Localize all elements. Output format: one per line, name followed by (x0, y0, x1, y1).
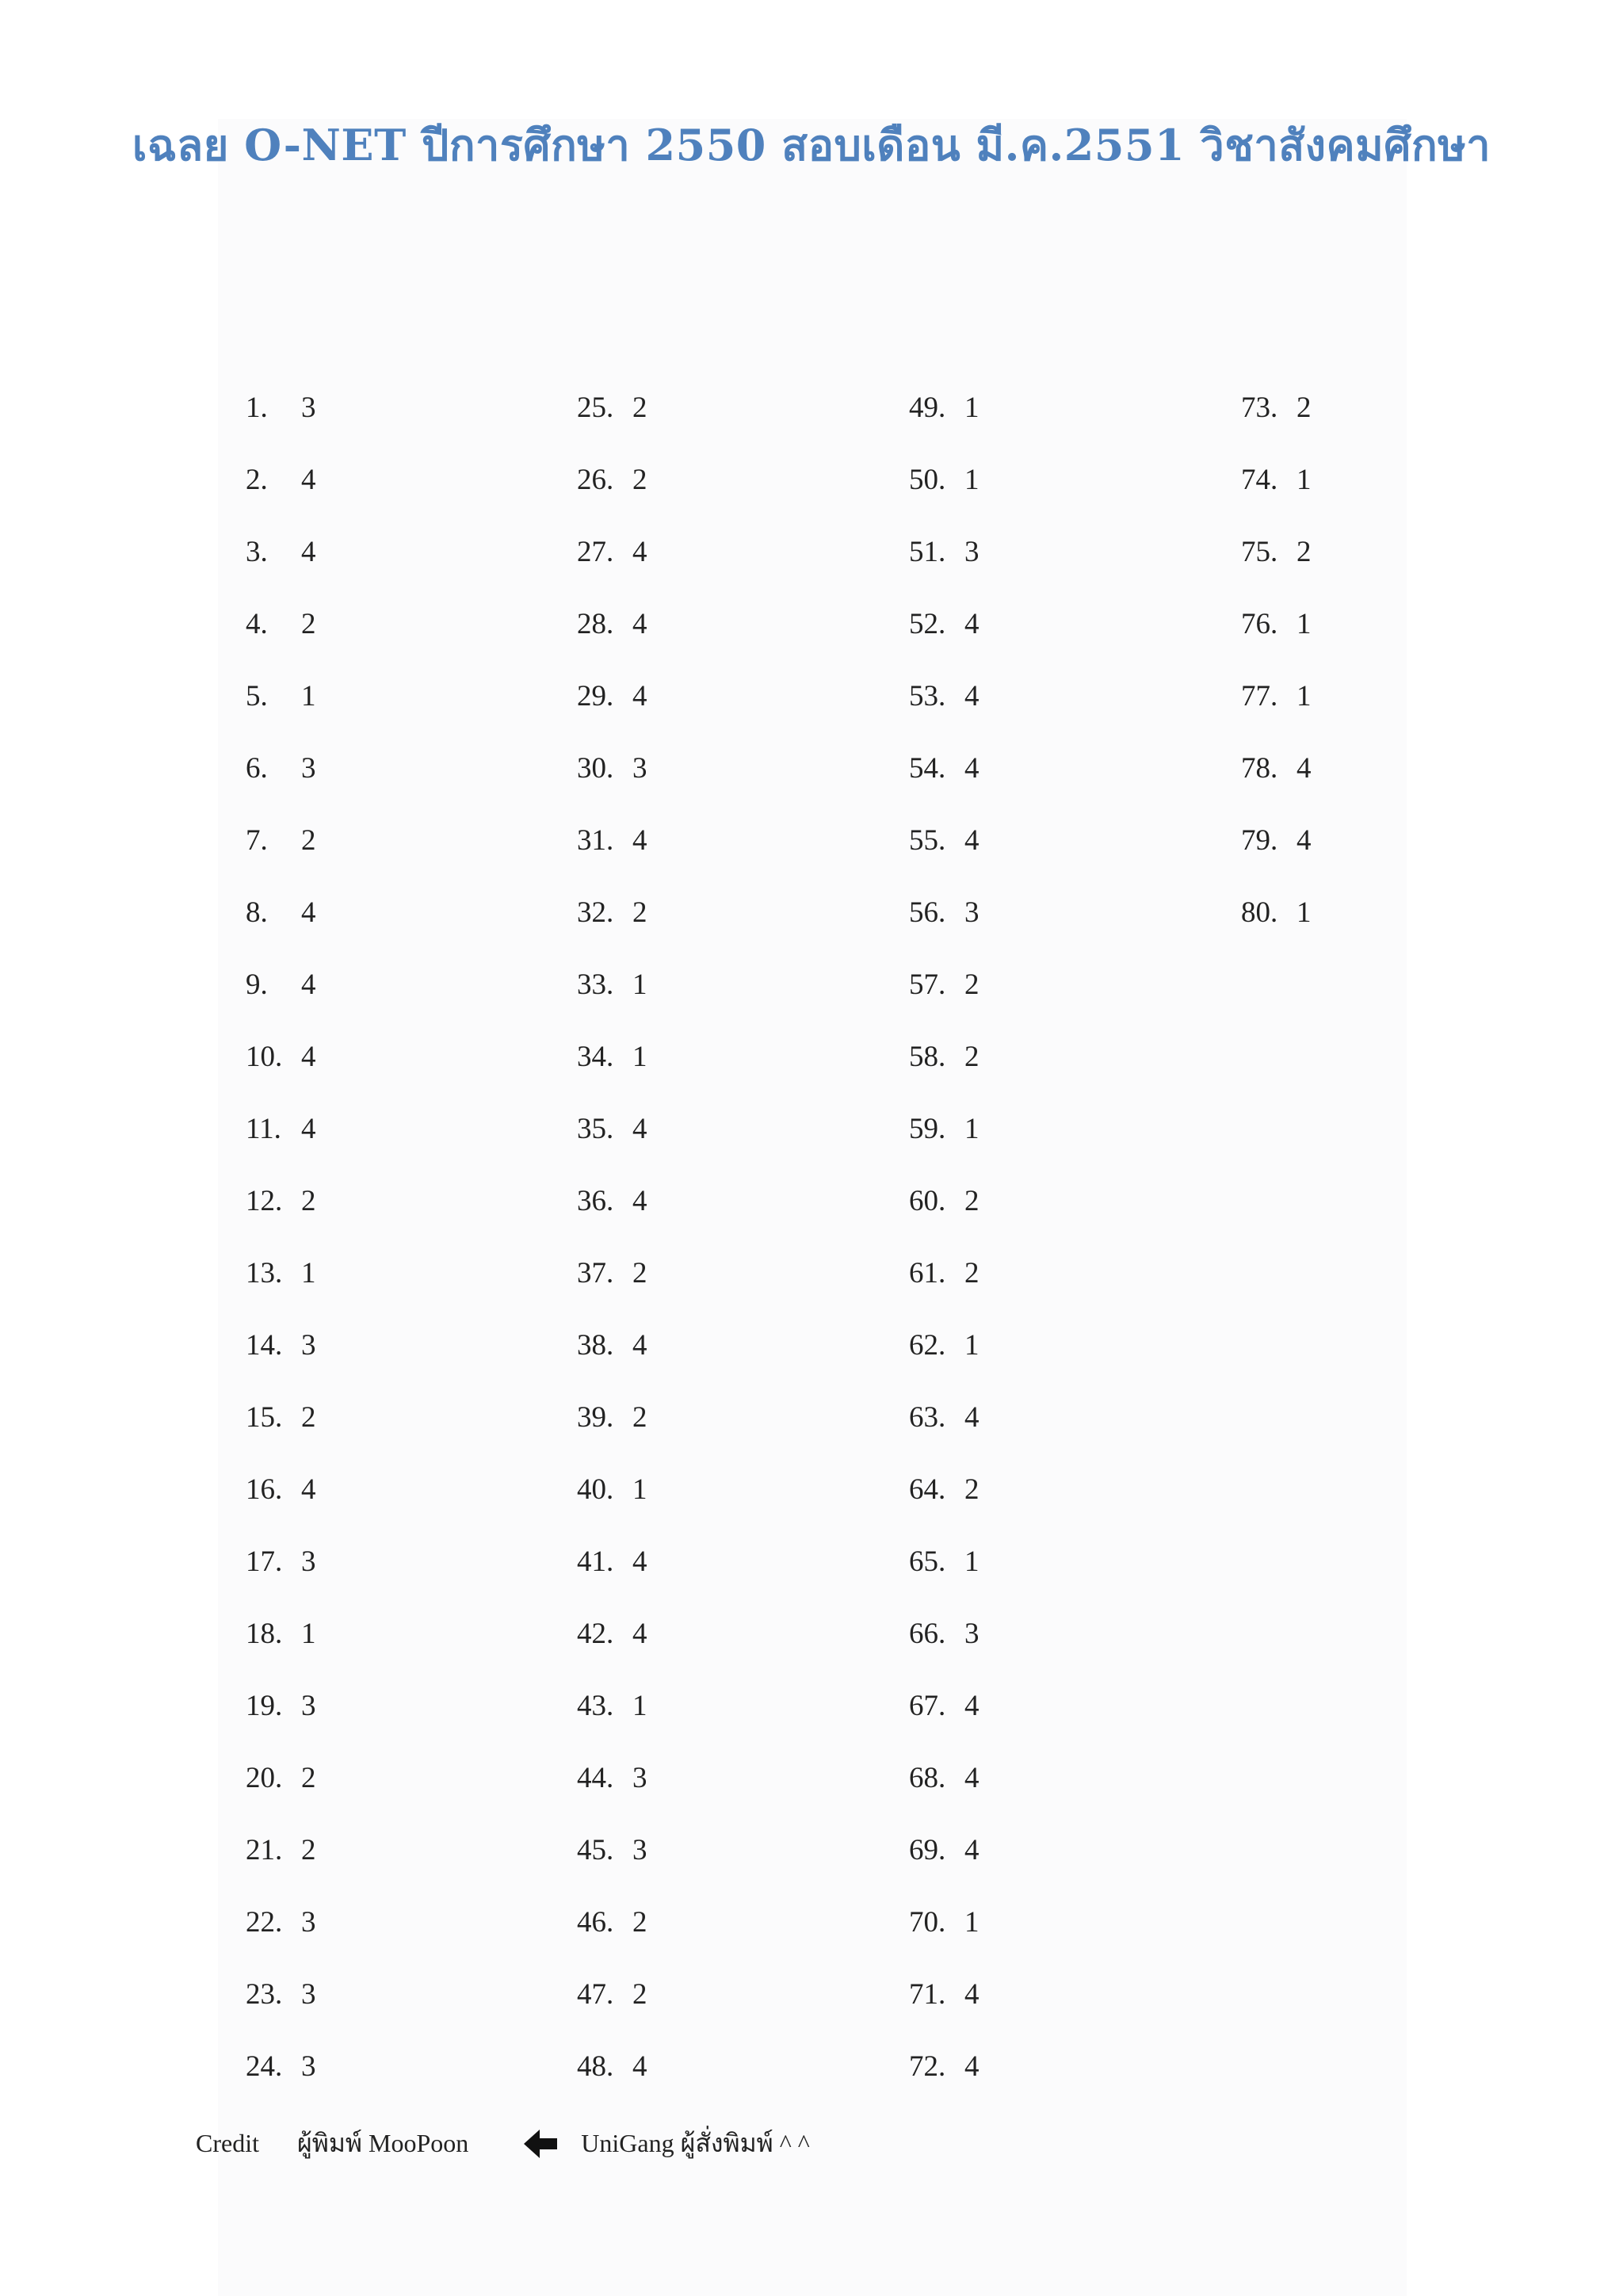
answer-row (246, 1178, 483, 1250)
question-number: 58. (909, 1041, 946, 1073)
question-number: 42. (577, 1618, 614, 1650)
answer-row (577, 1827, 815, 1899)
question-number: 38. (577, 1329, 614, 1362)
question-number: 48. (577, 2050, 614, 2083)
question-number: 50. (909, 464, 946, 496)
answer-choice: 4 (964, 752, 980, 785)
answer-choice: 2 (632, 392, 647, 424)
answer-row (577, 384, 815, 457)
answer-choice: 3 (301, 1545, 316, 1578)
answer-row (577, 745, 815, 817)
answer-column-4 (1241, 384, 1479, 961)
answer-choice: 3 (301, 1329, 316, 1362)
question-number: 36. (577, 1185, 614, 1217)
answer-choice: 4 (632, 2050, 647, 2083)
answer-choice: 4 (632, 1329, 647, 1362)
answer-row (577, 601, 815, 673)
answer-row (577, 529, 815, 601)
question-number: 59. (909, 1113, 946, 1145)
answer-row (246, 1538, 483, 1610)
answer-choice: 4 (301, 464, 316, 496)
question-number: 56. (909, 896, 946, 929)
answer-choice: 3 (301, 1690, 316, 1722)
question-number: 28. (577, 608, 614, 640)
answer-choice: 4 (632, 1113, 647, 1145)
answer-choice: 3 (964, 536, 980, 568)
answer-choice: 4 (1296, 752, 1312, 785)
answer-row (577, 961, 815, 1033)
answer-choice: 2 (301, 1185, 316, 1217)
answer-row (246, 961, 483, 1033)
answer-row (909, 1322, 1147, 1394)
question-number: 64. (909, 1473, 946, 1506)
answer-choice: 3 (632, 1834, 647, 1866)
question-number: 3. (246, 536, 268, 568)
answer-choice: 2 (301, 1834, 316, 1866)
answer-choice: 2 (964, 1473, 980, 1506)
answer-choice: 4 (964, 680, 980, 712)
answer-row (577, 673, 815, 745)
question-number: 44. (577, 1762, 614, 1794)
answer-row (246, 2043, 483, 2115)
question-number: 70. (909, 1906, 946, 1939)
answer-choice: 1 (964, 1113, 980, 1145)
question-number: 45. (577, 1834, 614, 1866)
answer-row (1241, 601, 1479, 673)
answer-row (246, 529, 483, 601)
answer-row (577, 1322, 815, 1394)
answer-choice: 2 (632, 1978, 647, 2011)
question-number: 52. (909, 608, 946, 640)
question-number: 49. (909, 392, 946, 424)
answer-choice: 1 (964, 1906, 980, 1939)
answer-choice: 4 (1296, 824, 1312, 857)
answer-row (577, 1466, 815, 1538)
question-number: 53. (909, 680, 946, 712)
answer-row (246, 1033, 483, 1106)
question-number: 19. (246, 1690, 283, 1722)
question-number: 34. (577, 1041, 614, 1073)
answer-choice: 2 (964, 968, 980, 1001)
question-number: 80. (1241, 896, 1278, 929)
answer-choice: 4 (301, 896, 316, 929)
answer-row (909, 673, 1147, 745)
answer-choice: 4 (301, 1113, 316, 1145)
answer-choice: 4 (964, 1978, 980, 2011)
answer-row (577, 1538, 815, 1610)
question-number: 71. (909, 1978, 946, 2011)
credit-label: Credit (196, 2128, 259, 2157)
answer-row (246, 817, 483, 889)
answer-choice: 2 (1296, 536, 1312, 568)
question-number: 40. (577, 1473, 614, 1506)
answer-choice: 4 (632, 608, 647, 640)
answer-choice: 3 (301, 392, 316, 424)
question-number: 23. (246, 1978, 283, 2011)
answer-choice: 3 (301, 2050, 316, 2083)
answer-choice: 2 (964, 1185, 980, 1217)
answer-row (246, 457, 483, 529)
question-number: 11. (246, 1113, 281, 1145)
page-title: เฉลย O-NET ปีการศึกษา 2550 สอบเดือน มี.ค.2551 วิชาสังคมศึกษา (132, 120, 1491, 170)
answer-row (246, 384, 483, 457)
answer-choice: 4 (964, 1834, 980, 1866)
question-number: 29. (577, 680, 614, 712)
answer-choice: 3 (632, 1762, 647, 1794)
answer-row (246, 1683, 483, 1755)
question-number: 68. (909, 1762, 946, 1794)
answer-row (909, 1971, 1147, 2043)
answer-row (246, 1899, 483, 1971)
answer-choice: 4 (632, 1618, 647, 1650)
question-number: 27. (577, 536, 614, 568)
answer-choice: 2 (964, 1041, 980, 1073)
question-number: 54. (909, 752, 946, 785)
answer-row (1241, 817, 1479, 889)
question-number: 24. (246, 2050, 283, 2083)
question-number: 31. (577, 824, 614, 857)
answer-row (1241, 889, 1479, 961)
answer-choice: 3 (964, 896, 980, 929)
answer-row (909, 1106, 1147, 1178)
answer-row (577, 1394, 815, 1466)
answer-row (909, 1178, 1147, 1250)
question-number: 2. (246, 464, 268, 496)
answer-choice: 2 (964, 1257, 980, 1289)
question-number: 69. (909, 1834, 946, 1866)
answer-row (246, 1106, 483, 1178)
question-number: 7. (246, 824, 268, 857)
answer-row (246, 1610, 483, 1683)
question-number: 17. (246, 1545, 283, 1578)
answer-choice: 4 (301, 536, 316, 568)
question-number: 76. (1241, 608, 1278, 640)
answer-choice: 1 (964, 464, 980, 496)
question-number: 15. (246, 1401, 283, 1434)
question-number: 35. (577, 1113, 614, 1145)
answer-choice: 1 (632, 1041, 647, 1073)
answer-row (909, 1466, 1147, 1538)
question-number: 6. (246, 752, 268, 785)
answer-row (909, 817, 1147, 889)
answer-row (577, 457, 815, 529)
answer-choice: 1 (632, 1473, 647, 1506)
question-number: 57. (909, 968, 946, 1001)
question-number: 67. (909, 1690, 946, 1722)
answer-row (577, 1033, 815, 1106)
question-number: 39. (577, 1401, 614, 1434)
question-number: 37. (577, 1257, 614, 1289)
question-number: 8. (246, 896, 268, 929)
answer-row (909, 1033, 1147, 1106)
credit-printer: ผู้พิมพ์ MooPoon (296, 2128, 469, 2157)
answer-choice: 1 (1296, 896, 1312, 929)
question-number: 62. (909, 1329, 946, 1362)
answer-row (909, 1755, 1147, 1827)
credit-orderer: UniGang ผู้สั่งพิมพ์ ^ ^ (581, 2128, 810, 2157)
answer-choice: 4 (964, 1690, 980, 1722)
answer-row (909, 1610, 1147, 1683)
question-number: 65. (909, 1545, 946, 1578)
credit-line (196, 2116, 810, 2164)
answer-row (909, 601, 1147, 673)
answer-row (577, 1178, 815, 1250)
answer-row (246, 601, 483, 673)
answer-choice: 1 (301, 1257, 316, 1289)
answer-choice: 1 (964, 392, 980, 424)
answer-row (246, 889, 483, 961)
question-number: 63. (909, 1401, 946, 1434)
answer-row (909, 745, 1147, 817)
answer-choice: 3 (632, 752, 647, 785)
answer-row (246, 1755, 483, 1827)
question-number: 74. (1241, 464, 1278, 496)
answer-choice: 4 (301, 1473, 316, 1506)
answer-row (1241, 673, 1479, 745)
answer-choice: 2 (632, 1257, 647, 1289)
question-number: 22. (246, 1906, 283, 1939)
answer-choice: 2 (301, 824, 316, 857)
answer-row (577, 1899, 815, 1971)
question-number: 43. (577, 1690, 614, 1722)
question-number: 61. (909, 1257, 946, 1289)
question-number: 72. (909, 2050, 946, 2083)
answer-row (246, 745, 483, 817)
answer-row (909, 1538, 1147, 1610)
answer-choice: 4 (632, 1185, 647, 1217)
answer-choice: 2 (632, 464, 647, 496)
answer-row (909, 384, 1147, 457)
answer-choice: 4 (632, 536, 647, 568)
question-number: 60. (909, 1185, 946, 1217)
answer-column-3 (909, 384, 1147, 2115)
question-number: 16. (246, 1473, 283, 1506)
answer-row (909, 2043, 1147, 2115)
answer-choice: 2 (301, 1762, 316, 1794)
answer-choice: 4 (964, 2050, 980, 2083)
answer-row (577, 1971, 815, 2043)
answer-choice: 3 (964, 1618, 980, 1650)
answer-row (909, 889, 1147, 961)
question-number: 33. (577, 968, 614, 1001)
answer-column-2 (577, 384, 815, 2115)
question-number: 18. (246, 1618, 283, 1650)
question-number: 32. (577, 896, 614, 929)
answer-row (577, 817, 815, 889)
question-number: 51. (909, 536, 946, 568)
answer-row (577, 1755, 815, 1827)
answer-choice: 4 (632, 1545, 647, 1578)
answer-choice: 4 (632, 680, 647, 712)
answer-row (246, 1827, 483, 1899)
question-number: 75. (1241, 536, 1278, 568)
answer-choice: 2 (632, 1906, 647, 1939)
question-number: 46. (577, 1906, 614, 1939)
answer-row (246, 1394, 483, 1466)
answer-choice: 1 (301, 680, 316, 712)
question-number: 73. (1241, 392, 1278, 424)
question-number: 78. (1241, 752, 1278, 785)
answer-row (1241, 384, 1479, 457)
question-number: 1. (246, 392, 268, 424)
answer-choice: 2 (301, 1401, 316, 1434)
answer-choice: 4 (964, 1762, 980, 1794)
answer-choice: 1 (1296, 680, 1312, 712)
answer-choice: 1 (964, 1545, 980, 1578)
answer-row (909, 457, 1147, 529)
answer-choice: 2 (632, 1401, 647, 1434)
answer-row (909, 1827, 1147, 1899)
question-number: 12. (246, 1185, 283, 1217)
question-number: 26. (577, 464, 614, 496)
answer-row (1241, 745, 1479, 817)
answer-choice: 4 (964, 1401, 980, 1434)
answer-row (1241, 457, 1479, 529)
answer-choice: 4 (964, 608, 980, 640)
question-number: 4. (246, 608, 268, 640)
answer-row (577, 1250, 815, 1322)
question-number: 47. (577, 1978, 614, 2011)
answer-row (909, 1250, 1147, 1322)
answer-choice: 4 (301, 1041, 316, 1073)
question-number: 13. (246, 1257, 283, 1289)
answer-choice: 1 (1296, 608, 1312, 640)
answer-row (577, 889, 815, 961)
question-number: 21. (246, 1834, 283, 1866)
answer-choice: 4 (301, 968, 316, 1001)
question-number: 10. (246, 1041, 283, 1073)
answer-choice: 2 (1296, 392, 1312, 424)
answer-choice: 3 (301, 1978, 316, 2011)
question-number: 30. (577, 752, 614, 785)
answer-row (909, 1683, 1147, 1755)
answer-row (577, 2043, 815, 2115)
answer-choice: 4 (964, 824, 980, 857)
answer-choice: 1 (964, 1329, 980, 1362)
answer-choice: 1 (632, 1690, 647, 1722)
question-number: 20. (246, 1762, 283, 1794)
answer-row (1241, 529, 1479, 601)
answer-row (909, 1394, 1147, 1466)
answer-choice: 4 (632, 824, 647, 857)
answer-row (246, 1466, 483, 1538)
answer-choice: 1 (1296, 464, 1312, 496)
question-number: 5. (246, 680, 268, 712)
question-number: 14. (246, 1329, 283, 1362)
answer-row (909, 1899, 1147, 1971)
answer-row (909, 961, 1147, 1033)
answer-row (246, 1322, 483, 1394)
answer-row (246, 1971, 483, 2043)
answer-row (246, 1250, 483, 1322)
answer-choice: 1 (632, 968, 647, 1001)
answer-column-1 (246, 384, 483, 2115)
question-number: 77. (1241, 680, 1278, 712)
answer-row (577, 1106, 815, 1178)
question-number: 9. (246, 968, 268, 1001)
answer-choice: 3 (301, 1906, 316, 1939)
answer-choice: 3 (301, 752, 316, 785)
question-number: 79. (1241, 824, 1278, 857)
answer-choice: 2 (301, 608, 316, 640)
question-number: 66. (909, 1618, 946, 1650)
question-number: 25. (577, 392, 614, 424)
answer-choice: 1 (301, 1618, 316, 1650)
answer-choice: 2 (632, 896, 647, 929)
arrow-left-icon (522, 2127, 559, 2159)
answer-row (909, 529, 1147, 601)
answer-row (246, 673, 483, 745)
question-number: 41. (577, 1545, 614, 1578)
answer-row (577, 1683, 815, 1755)
question-number: 55. (909, 824, 946, 857)
answer-row (577, 1610, 815, 1683)
